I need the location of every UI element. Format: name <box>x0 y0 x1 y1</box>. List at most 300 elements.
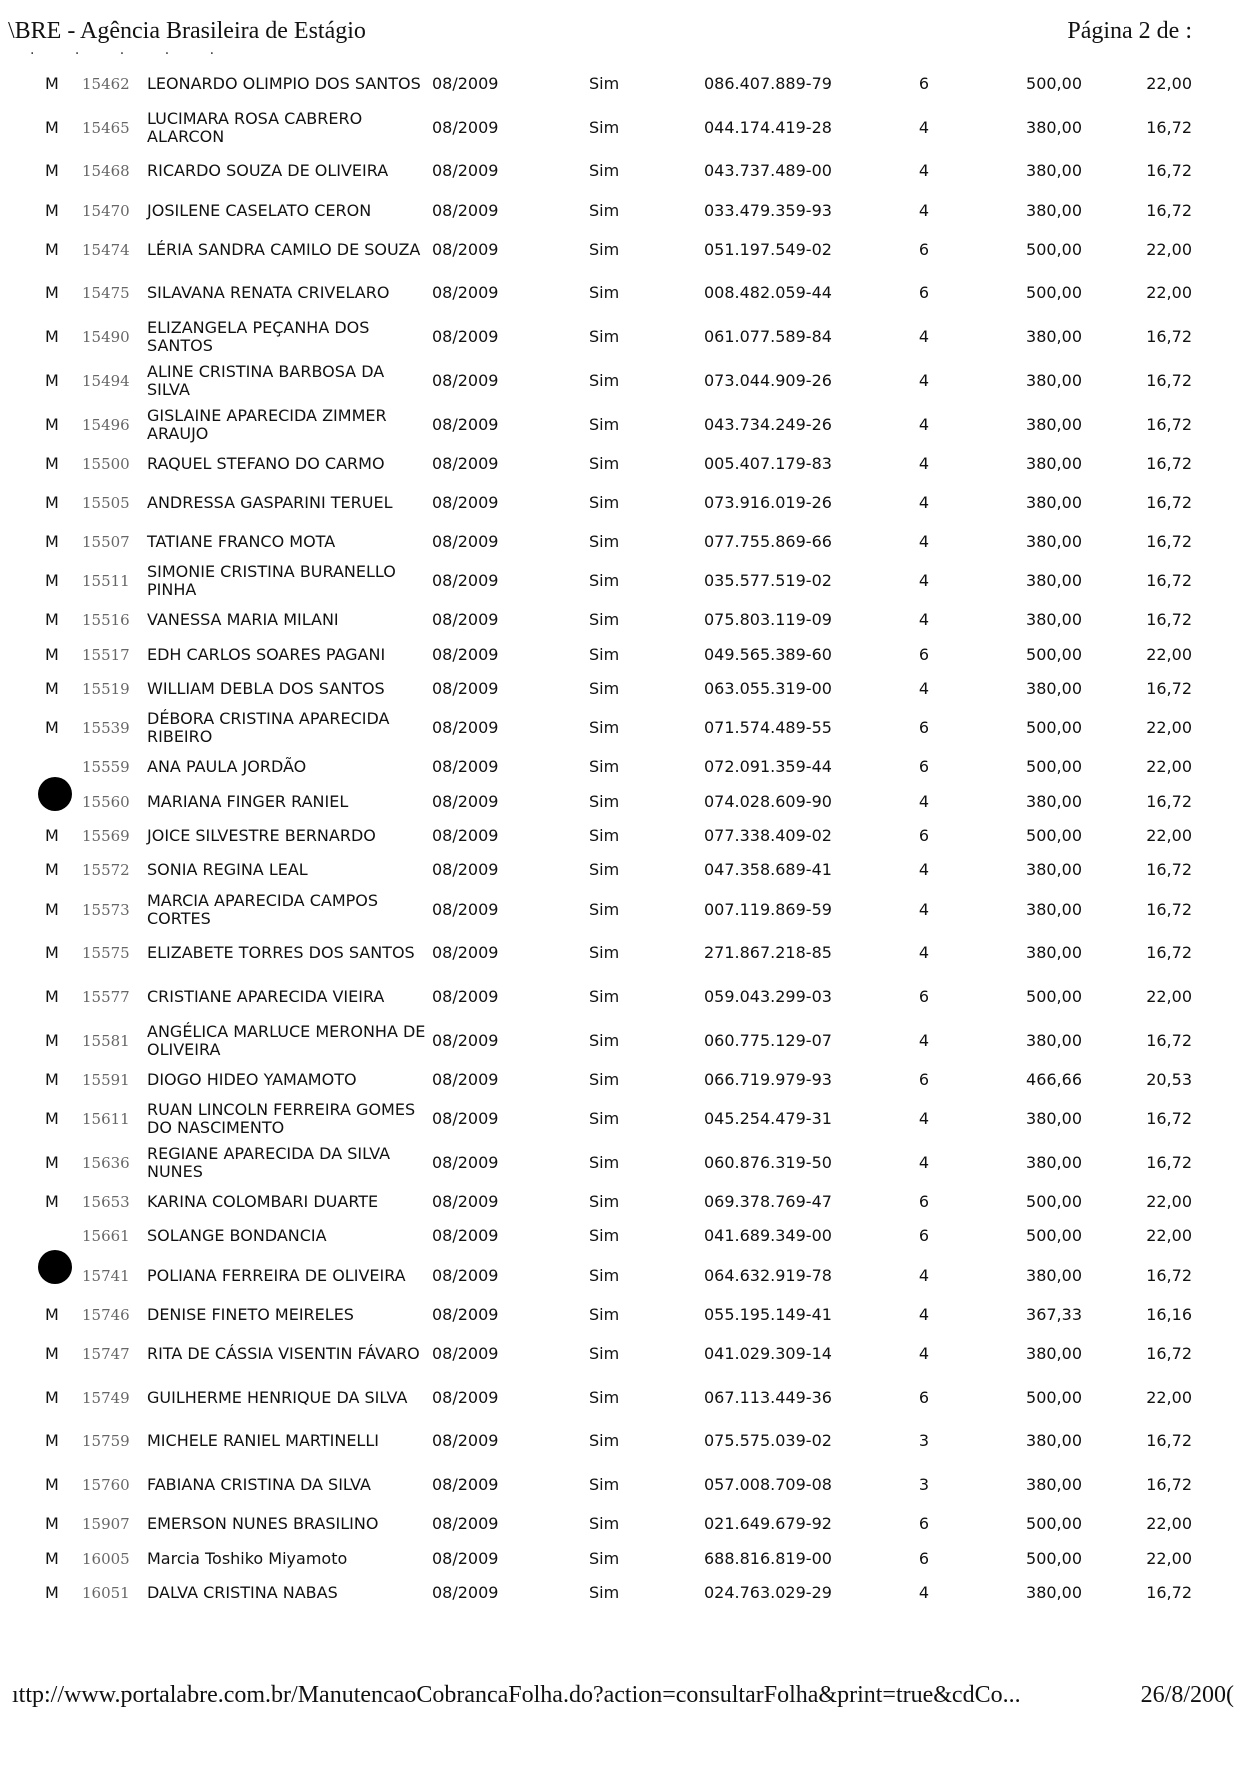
fee-cell: 22,00 <box>1146 987 1192 1007</box>
name-cell: MARCIA APARECIDA CAMPOS CORTES <box>147 890 379 928</box>
code-cell: 15494 <box>82 372 130 391</box>
amount-cell: 380,00 <box>1026 453 1082 473</box>
sex-cell: M <box>45 571 59 591</box>
name-cell: KARINA COLOMBARI DUARTE <box>147 1192 379 1212</box>
period-cell: 08/2009 <box>432 860 499 880</box>
status-cell: Sim <box>589 987 620 1007</box>
amount-cell: 380,00 <box>1026 371 1082 391</box>
name-cell: RUAN LINCOLN FERREIRA GOMES DO NASCIMENTO <box>147 1100 416 1138</box>
period-cell: 08/2009 <box>432 571 499 591</box>
code-cell: 15573 <box>82 900 130 919</box>
status-cell: Sim <box>589 943 620 963</box>
count-cell: 4 <box>918 791 930 811</box>
punch-hole-mark <box>38 1250 72 1284</box>
amount-cell: 380,00 <box>1026 1030 1082 1050</box>
cpf-cell: 060.876.319-50 <box>704 1152 832 1172</box>
period-cell: 08/2009 <box>432 1030 499 1050</box>
period-cell: 08/2009 <box>432 644 499 664</box>
fee-cell: 16,72 <box>1146 943 1192 963</box>
amount-cell: 500,00 <box>1026 1192 1082 1212</box>
status-cell: Sim <box>589 1152 620 1172</box>
fee-cell: 22,00 <box>1146 1192 1192 1212</box>
status-cell: Sim <box>589 1387 620 1407</box>
name-cell: ANA PAULA JORDÃO <box>147 757 307 777</box>
name-cell: LUCIMARA ROSA CABRERO ALARCON <box>147 108 363 146</box>
fee-cell: 16,72 <box>1146 327 1192 347</box>
sex-cell: M <box>45 1387 59 1407</box>
sex-cell <box>30 1219 82 1253</box>
count-cell: 3 <box>918 1475 930 1495</box>
cpf-cell: 035.577.519-02 <box>704 571 832 591</box>
table-row <box>30 1297 1226 1331</box>
code-cell: 15475 <box>82 284 130 303</box>
fee-cell: 16,16 <box>1146 1304 1192 1324</box>
count-cell: 4 <box>918 371 930 391</box>
cpf-cell: 041.029.309-14 <box>704 1343 832 1363</box>
table-row <box>30 403 1226 447</box>
status-cell: Sim <box>589 1265 620 1285</box>
amount-cell: 500,00 <box>1026 718 1082 738</box>
count-cell: 4 <box>918 1152 930 1172</box>
amount-cell: 380,00 <box>1026 161 1082 181</box>
code-cell: 15760 <box>82 1476 130 1495</box>
name-cell: Marcia Toshiko Miyamoto <box>147 1548 348 1568</box>
name-cell: WILLIAM DEBLA DOS SANTOS <box>147 679 385 699</box>
sex-cell: M <box>45 1582 59 1602</box>
name-cell: EDH CARLOS SOARES PAGANI <box>147 644 386 664</box>
sex-cell: M <box>45 239 59 259</box>
status-cell: Sim <box>589 826 620 846</box>
status-cell: Sim <box>589 571 620 591</box>
code-cell: 15496 <box>82 415 130 434</box>
period-cell: 08/2009 <box>432 1152 499 1172</box>
name-cell: JOICE SILVESTRE BERNARDO <box>147 826 376 846</box>
code-cell: 15516 <box>82 611 130 630</box>
fee-cell: 22,00 <box>1146 239 1192 259</box>
table-row <box>30 638 1226 672</box>
cpf-cell: 063.055.319-00 <box>704 679 832 699</box>
page-number: Página 2 de : <box>1067 18 1192 44</box>
fee-cell: 16,72 <box>1146 1152 1192 1172</box>
table-row <box>30 1097 1226 1141</box>
period-cell: 08/2009 <box>432 679 499 699</box>
name-cell: MICHELE RANIEL MARTINELLI <box>147 1431 379 1451</box>
amount-cell: 380,00 <box>1026 1109 1082 1129</box>
cpf-cell: 005.407.179-83 <box>704 453 832 473</box>
status-cell: Sim <box>589 899 620 919</box>
period-cell: 08/2009 <box>432 1343 499 1363</box>
cpf-cell: 067.113.449-36 <box>704 1387 832 1407</box>
cpf-cell: 047.358.689-41 <box>704 860 832 880</box>
count-cell: 4 <box>918 1304 930 1324</box>
status-cell: Sim <box>589 117 620 137</box>
cpf-cell: 045.254.479-31 <box>704 1109 832 1129</box>
table-row <box>30 106 1226 150</box>
table-row <box>30 1576 1226 1610</box>
period-cell: 08/2009 <box>432 1304 499 1324</box>
status-cell: Sim <box>589 161 620 181</box>
amount-cell: 380,00 <box>1026 117 1082 137</box>
cpf-cell: 071.574.489-55 <box>704 718 832 738</box>
count-cell: 6 <box>918 826 930 846</box>
cpf-cell: 060.775.129-07 <box>704 1030 832 1050</box>
cpf-cell: 043.737.489-00 <box>704 161 832 181</box>
document-title: \BRE - Agência Brasileira de Estágio <box>8 18 366 44</box>
status-cell: Sim <box>589 1475 620 1495</box>
status-cell: Sim <box>589 239 620 259</box>
page-header <box>0 14 1244 50</box>
table-row <box>30 750 1226 784</box>
amount-cell: 380,00 <box>1026 532 1082 552</box>
table-row <box>30 1463 1226 1507</box>
count-cell: 4 <box>918 1582 930 1602</box>
fee-cell: 16,72 <box>1146 493 1192 513</box>
amount-cell: 380,00 <box>1026 943 1082 963</box>
amount-cell: 500,00 <box>1026 1548 1082 1568</box>
sex-cell: M <box>45 327 59 347</box>
amount-cell: 380,00 <box>1026 1265 1082 1285</box>
count-cell: 6 <box>918 1192 930 1212</box>
period-cell: 08/2009 <box>432 1070 499 1090</box>
name-cell: DENISE FINETO MEIRELES <box>147 1304 354 1324</box>
status-cell: Sim <box>589 791 620 811</box>
count-cell: 6 <box>918 1514 930 1534</box>
sex-cell: M <box>45 1343 59 1363</box>
table-row <box>30 1541 1226 1575</box>
fee-cell: 16,72 <box>1146 1475 1192 1495</box>
sex-cell: M <box>45 117 59 137</box>
count-cell: 4 <box>918 610 930 630</box>
status-cell: Sim <box>589 757 620 777</box>
count-cell: 4 <box>918 1265 930 1285</box>
cpf-cell: 075.575.039-02 <box>704 1431 832 1451</box>
fee-cell: 20,53 <box>1146 1070 1192 1090</box>
cpf-cell: 055.195.149-41 <box>704 1304 832 1324</box>
cpf-cell: 008.482.059-44 <box>704 283 832 303</box>
name-cell: GUILHERME HENRIQUE DA SILVA <box>147 1387 408 1407</box>
table-row <box>30 559 1226 603</box>
count-cell: 6 <box>918 1070 930 1090</box>
code-cell: 15511 <box>82 572 130 591</box>
fee-cell: 16,72 <box>1146 371 1192 391</box>
count-cell: 6 <box>918 239 930 259</box>
name-cell: RITA DE CÁSSIA VISENTIN FÁVARO <box>147 1343 420 1363</box>
cpf-cell: 077.755.869-66 <box>704 532 832 552</box>
sex-cell: M <box>45 73 59 93</box>
amount-cell: 500,00 <box>1026 826 1082 846</box>
status-cell: Sim <box>589 1343 620 1363</box>
cpf-cell: 073.044.909-26 <box>704 371 832 391</box>
table-row <box>30 931 1226 975</box>
footer-url: ıttp://www.portalabre.com.br/ManutencaoCobrancaFolha.do?action=consultarFolha&print=true&cdCo... <box>12 1682 1021 1708</box>
fee-cell: 22,00 <box>1146 718 1192 738</box>
count-cell: 4 <box>918 1109 930 1129</box>
cpf-cell: 033.479.359-93 <box>704 200 832 220</box>
fee-cell: 16,72 <box>1146 1582 1192 1602</box>
period-cell: 08/2009 <box>432 117 499 137</box>
name-cell: MARIANA FINGER RANIEL <box>147 791 349 811</box>
period-cell: 08/2009 <box>432 757 499 777</box>
code-cell: 15572 <box>82 861 130 880</box>
cpf-cell: 007.119.869-59 <box>704 899 832 919</box>
code-cell: 15907 <box>82 1515 130 1534</box>
code-cell: 15636 <box>82 1153 130 1172</box>
fee-cell: 22,00 <box>1146 644 1192 664</box>
table-row <box>30 228 1226 272</box>
sex-cell: M <box>45 371 59 391</box>
fee-cell: 16,72 <box>1146 571 1192 591</box>
name-cell: EMERSON NUNES BRASILINO <box>147 1514 379 1534</box>
status-cell: Sim <box>589 1548 620 1568</box>
name-cell: DALVA CRISTINA NABAS <box>147 1582 338 1602</box>
sex-cell: M <box>45 414 59 434</box>
name-cell: SILAVANA RENATA CRIVELARO <box>147 283 390 303</box>
table-row <box>30 1254 1226 1298</box>
code-cell: 15747 <box>82 1344 130 1363</box>
amount-cell: 500,00 <box>1026 1387 1082 1407</box>
status-cell: Sim <box>589 679 620 699</box>
fee-cell: 16,72 <box>1146 414 1192 434</box>
sex-cell: M <box>45 1109 59 1129</box>
count-cell: 4 <box>918 161 930 181</box>
count-cell: 4 <box>918 493 930 513</box>
amount-cell: 500,00 <box>1026 1514 1082 1534</box>
amount-cell: 500,00 <box>1026 757 1082 777</box>
code-cell: 15539 <box>82 719 130 738</box>
status-cell: Sim <box>589 1304 620 1324</box>
fee-cell: 16,72 <box>1146 679 1192 699</box>
cpf-cell: 073.916.019-26 <box>704 493 832 513</box>
count-cell: 4 <box>918 453 930 473</box>
sex-cell: M <box>45 644 59 664</box>
amount-cell: 380,00 <box>1026 1475 1082 1495</box>
sex-cell: M <box>45 860 59 880</box>
status-cell: Sim <box>589 414 620 434</box>
period-cell: 08/2009 <box>432 200 499 220</box>
table-row <box>30 272 1226 316</box>
status-cell: Sim <box>589 1582 620 1602</box>
fee-cell: 22,00 <box>1146 826 1192 846</box>
period-cell: 08/2009 <box>432 718 499 738</box>
sex-cell: M <box>45 161 59 181</box>
period-cell: 08/2009 <box>432 1387 499 1407</box>
count-cell: 6 <box>918 1387 930 1407</box>
count-cell: 4 <box>918 327 930 347</box>
amount-cell: 380,00 <box>1026 414 1082 434</box>
sex-cell: M <box>45 1514 59 1534</box>
table-row <box>30 1019 1226 1063</box>
amount-cell: 380,00 <box>1026 493 1082 513</box>
amount-cell: 380,00 <box>1026 860 1082 880</box>
scan-specks: · · · · · <box>30 46 233 62</box>
status-cell: Sim <box>589 493 620 513</box>
name-cell: ELIZANGELA PEÇANHA DOS SANTOS <box>147 318 370 356</box>
name-cell: SIMONIE CRISTINA BURANELLO PINHA <box>147 562 396 600</box>
amount-cell: 500,00 <box>1026 239 1082 259</box>
cpf-cell: 074.028.609-90 <box>704 791 832 811</box>
amount-cell: 367,33 <box>1026 1304 1082 1324</box>
code-cell: 15581 <box>82 1031 130 1050</box>
table-row <box>30 150 1226 194</box>
fee-cell: 16,72 <box>1146 860 1192 880</box>
code-cell: 15507 <box>82 533 130 552</box>
count-cell: 4 <box>918 117 930 137</box>
name-cell: DIOGO HIDEO YAMAMOTO <box>147 1070 357 1090</box>
billing-table <box>30 62 1226 1610</box>
code-cell: 15474 <box>82 240 130 259</box>
status-cell: Sim <box>589 1192 620 1212</box>
code-cell: 15500 <box>82 454 130 473</box>
status-cell: Sim <box>589 1431 620 1451</box>
fee-cell: 16,72 <box>1146 117 1192 137</box>
period-cell: 08/2009 <box>432 161 499 181</box>
period-cell: 08/2009 <box>432 610 499 630</box>
count-cell: 4 <box>918 679 930 699</box>
fee-cell: 16,72 <box>1146 610 1192 630</box>
status-cell: Sim <box>589 860 620 880</box>
amount-cell: 380,00 <box>1026 1343 1082 1363</box>
code-cell: 15559 <box>82 758 130 777</box>
count-cell: 6 <box>918 718 930 738</box>
cpf-cell: 057.008.709-08 <box>704 1475 832 1495</box>
amount-cell: 500,00 <box>1026 73 1082 93</box>
cpf-cell: 041.689.349-00 <box>704 1226 832 1246</box>
status-cell: Sim <box>589 371 620 391</box>
name-cell: CRISTIANE APARECIDA VIEIRA <box>147 987 385 1007</box>
status-cell: Sim <box>589 327 620 347</box>
period-cell: 08/2009 <box>432 899 499 919</box>
period-cell: 08/2009 <box>432 73 499 93</box>
amount-cell: 466,66 <box>1026 1070 1082 1090</box>
table-row <box>30 975 1226 1019</box>
period-cell: 08/2009 <box>432 1265 499 1285</box>
amount-cell: 380,00 <box>1026 571 1082 591</box>
period-cell: 08/2009 <box>432 1514 499 1534</box>
amount-cell: 500,00 <box>1026 987 1082 1007</box>
sex-cell: M <box>45 453 59 473</box>
table-row <box>30 1507 1226 1541</box>
period-cell: 08/2009 <box>432 1475 499 1495</box>
cpf-cell: 271.867.218-85 <box>704 943 832 963</box>
cpf-cell: 069.378.769-47 <box>704 1192 832 1212</box>
code-cell: 16005 <box>82 1549 130 1568</box>
table-row <box>30 603 1226 637</box>
table-row <box>30 1376 1226 1420</box>
count-cell: 4 <box>918 200 930 220</box>
table-row <box>30 1332 1226 1376</box>
name-cell: FABIANA CRISTINA DA SILVA <box>147 1475 371 1495</box>
period-cell: 08/2009 <box>432 1548 499 1568</box>
fee-cell: 16,72 <box>1146 899 1192 919</box>
table-row <box>30 785 1226 819</box>
fee-cell: 16,72 <box>1146 161 1192 181</box>
count-cell: 4 <box>918 1030 930 1050</box>
period-cell: 08/2009 <box>432 283 499 303</box>
sex-cell: M <box>45 899 59 919</box>
code-cell: 15465 <box>82 118 130 137</box>
code-cell: 16051 <box>82 1583 130 1602</box>
fee-cell: 22,00 <box>1146 73 1192 93</box>
period-cell: 08/2009 <box>432 943 499 963</box>
status-cell: Sim <box>589 644 620 664</box>
cpf-cell: 077.338.409-02 <box>704 826 832 846</box>
status-cell: Sim <box>589 1070 620 1090</box>
table-row <box>30 1419 1226 1463</box>
name-cell: JOSILENE CASELATO CERON <box>147 200 372 220</box>
count-cell: 4 <box>918 899 930 919</box>
status-cell: Sim <box>589 200 620 220</box>
sex-cell: M <box>45 1192 59 1212</box>
fee-cell: 16,72 <box>1146 1343 1192 1363</box>
billing-table-body <box>30 62 1226 1610</box>
sex-cell: M <box>45 718 59 738</box>
name-cell: POLIANA FERREIRA DE OLIVEIRA <box>147 1265 406 1285</box>
fee-cell: 16,72 <box>1146 1109 1192 1129</box>
table-row <box>30 819 1226 853</box>
code-cell: 15468 <box>82 162 130 181</box>
cpf-cell: 075.803.119-09 <box>704 610 832 630</box>
name-cell: ANGÉLICA MARLUCE MERONHA DE OLIVEIRA <box>147 1021 426 1059</box>
name-cell: LÉRIA SANDRA CAMILO DE SOUZA <box>147 239 421 259</box>
sex-cell: M <box>45 283 59 303</box>
sex-cell: M <box>45 493 59 513</box>
count-cell: 6 <box>918 283 930 303</box>
period-cell: 08/2009 <box>432 493 499 513</box>
period-cell: 08/2009 <box>432 791 499 811</box>
table-row <box>30 193 1226 227</box>
code-cell: 15759 <box>82 1432 130 1451</box>
status-cell: Sim <box>589 73 620 93</box>
amount-cell: 380,00 <box>1026 791 1082 811</box>
table-row <box>30 888 1226 932</box>
fee-cell: 22,00 <box>1146 1514 1192 1534</box>
name-cell: LEONARDO OLIMPIO DOS SANTOS <box>147 73 421 93</box>
name-cell: SONIA REGINA LEAL <box>147 860 308 880</box>
code-cell: 15490 <box>82 328 130 347</box>
fee-cell: 22,00 <box>1146 1548 1192 1568</box>
amount-cell: 380,00 <box>1026 1431 1082 1451</box>
code-cell: 15746 <box>82 1305 130 1324</box>
count-cell: 6 <box>918 73 930 93</box>
table-row <box>30 359 1226 403</box>
table-row <box>30 1141 1226 1185</box>
name-cell: RAQUEL STEFANO DO CARMO <box>147 453 385 473</box>
status-cell: Sim <box>589 1030 620 1050</box>
fee-cell: 16,72 <box>1146 453 1192 473</box>
fee-cell: 16,72 <box>1146 200 1192 220</box>
table-row <box>30 1185 1226 1219</box>
table-row <box>30 1063 1226 1097</box>
count-cell: 6 <box>918 987 930 1007</box>
amount-cell: 380,00 <box>1026 1582 1082 1602</box>
cpf-cell: 064.632.919-78 <box>704 1265 832 1285</box>
period-cell: 08/2009 <box>432 1109 499 1129</box>
period-cell: 08/2009 <box>432 1192 499 1212</box>
name-cell: ELIZABETE TORRES DOS SANTOS <box>147 943 415 963</box>
count-cell: 4 <box>918 571 930 591</box>
table-row <box>30 1219 1226 1253</box>
status-cell: Sim <box>589 718 620 738</box>
code-cell: 15560 <box>82 792 130 811</box>
code-cell: 15470 <box>82 201 130 220</box>
period-cell: 08/2009 <box>432 239 499 259</box>
cpf-cell: 021.649.679-92 <box>704 1514 832 1534</box>
fee-cell: 16,72 <box>1146 532 1192 552</box>
cpf-cell: 024.763.029-29 <box>704 1582 832 1602</box>
sex-cell: M <box>45 1070 59 1090</box>
name-cell: REGIANE APARECIDA DA SILVA NUNES <box>147 1143 391 1181</box>
amount-cell: 380,00 <box>1026 327 1082 347</box>
